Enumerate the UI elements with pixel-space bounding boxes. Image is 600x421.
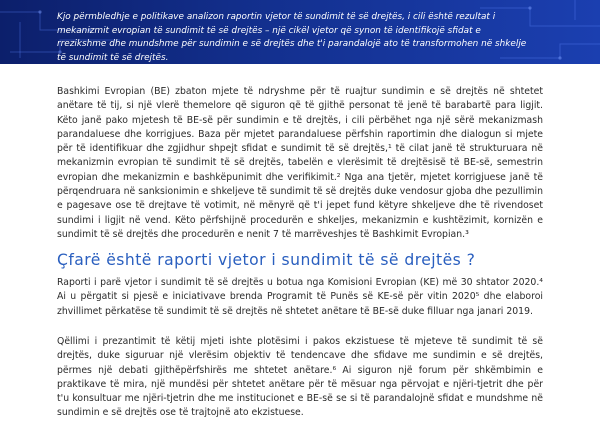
intro-paragraph: Bashkimi Evropian (BE) zbaton mjete të ndryshme për të ruajtur sundimin e së drejtës në shtetet anëtare të tij, si një vlerë themelore që siguron që të gjithë personat të jenë të barabartë para ligjit. Këto janë pako mjetesh të BE-së për sundimin e të drejtës, i cili përbëhet nga një sërë mekanizmash parandaluese dhe korrigjues. Baza për mjetet parandaluese përfshin raportimin dhe dialogun si mjete për të identifikuar dhe zgjidhur shpejt sfidat e sundimit të së drejtës,¹ të cilat janë të strukturuara në mekanizmin evropian të sundimit të së drejtës, tabelën e vlerësimit të drejtësisë të BE-së, semestrin evropian dhe mekanizmin e bashkëpunimit dhe verifikimit.² Nga ana tjetër, mjetet korrigjuese janë të përqendruara në sanksionimin e shkeljeve të sundimit të së drejtës duke vendosur gjoba dhe pezullimin e pagesave ose të drejtave të votimit, në mënyrë që t'i jepet fund këtyre shkeljeve dhe të rivendoset sundimi i ligjit në vend. Këto përfshijnë procedurën e shkeljes, mekanizmin e kushtëzimit, kornizën e sundimit të së drejtës dhe procedurën e nenit 7 të marrëveshjes të Bashkimit Evropian.³ xyxy=(57,86,543,240)
report-paragraph: Raporti i parë vjetor i sundimit të së drejtës u botua nga Komisioni Evropian (KE) më 30 shtator 2020.⁴ Ai u përgatit si pjesë e iniciativave brenda Programit të Punës së KE-së për vitin 2020⁵ dhe elaboroi zhvillimet përkatëse të sundimit të së drejtës në shtetet anëtare të BE-së duke filluar nga janari 2019. xyxy=(57,277,543,317)
summary-text: Kjo përmbledhje e politikave analizon raportin vjetor të sundimit të së drejtës, i cili është rezultat i mekanizmit evropian të sundimit të së drejtës – një cikël vjetor që synon të identifikojë sfidat e rrezikshme dhe mundshme për sundimin e së drejtës dhe t'i parandalojë ato të transformohen në shkelje të sundimit të së drejtës. xyxy=(57,12,527,63)
purpose-paragraph: Qëllimi i prezantimit të këtij mjeti ishte plotësimi i pakos ekzistuese të mjeteve të sundimit të së drejtës, duke siguruar një vlerësim objektiv të tendencave dhe sfidave me sundimin e së drejtës, përmes një debati gjithëpërfshirës me shtetet anëtare.⁶ Ai siguron një forum për shkëmbimin e praktikave të mira, një mundësi për shtetet anëtare për të mësuar nga përvojat e njëri-tjetrit dhe për t'u konsultuar me njëri-tjetrin dhe me institucionet e BE-së se si të parandalojnë sfidat e mundshme në sundimin e së drejtës ose të trajtojnë ato ekzistuese. xyxy=(57,336,543,419)
summary-banner xyxy=(0,0,600,64)
section-heading: Çfarë është raporti vjetor i sundimit të së drejtës ? xyxy=(57,251,476,269)
